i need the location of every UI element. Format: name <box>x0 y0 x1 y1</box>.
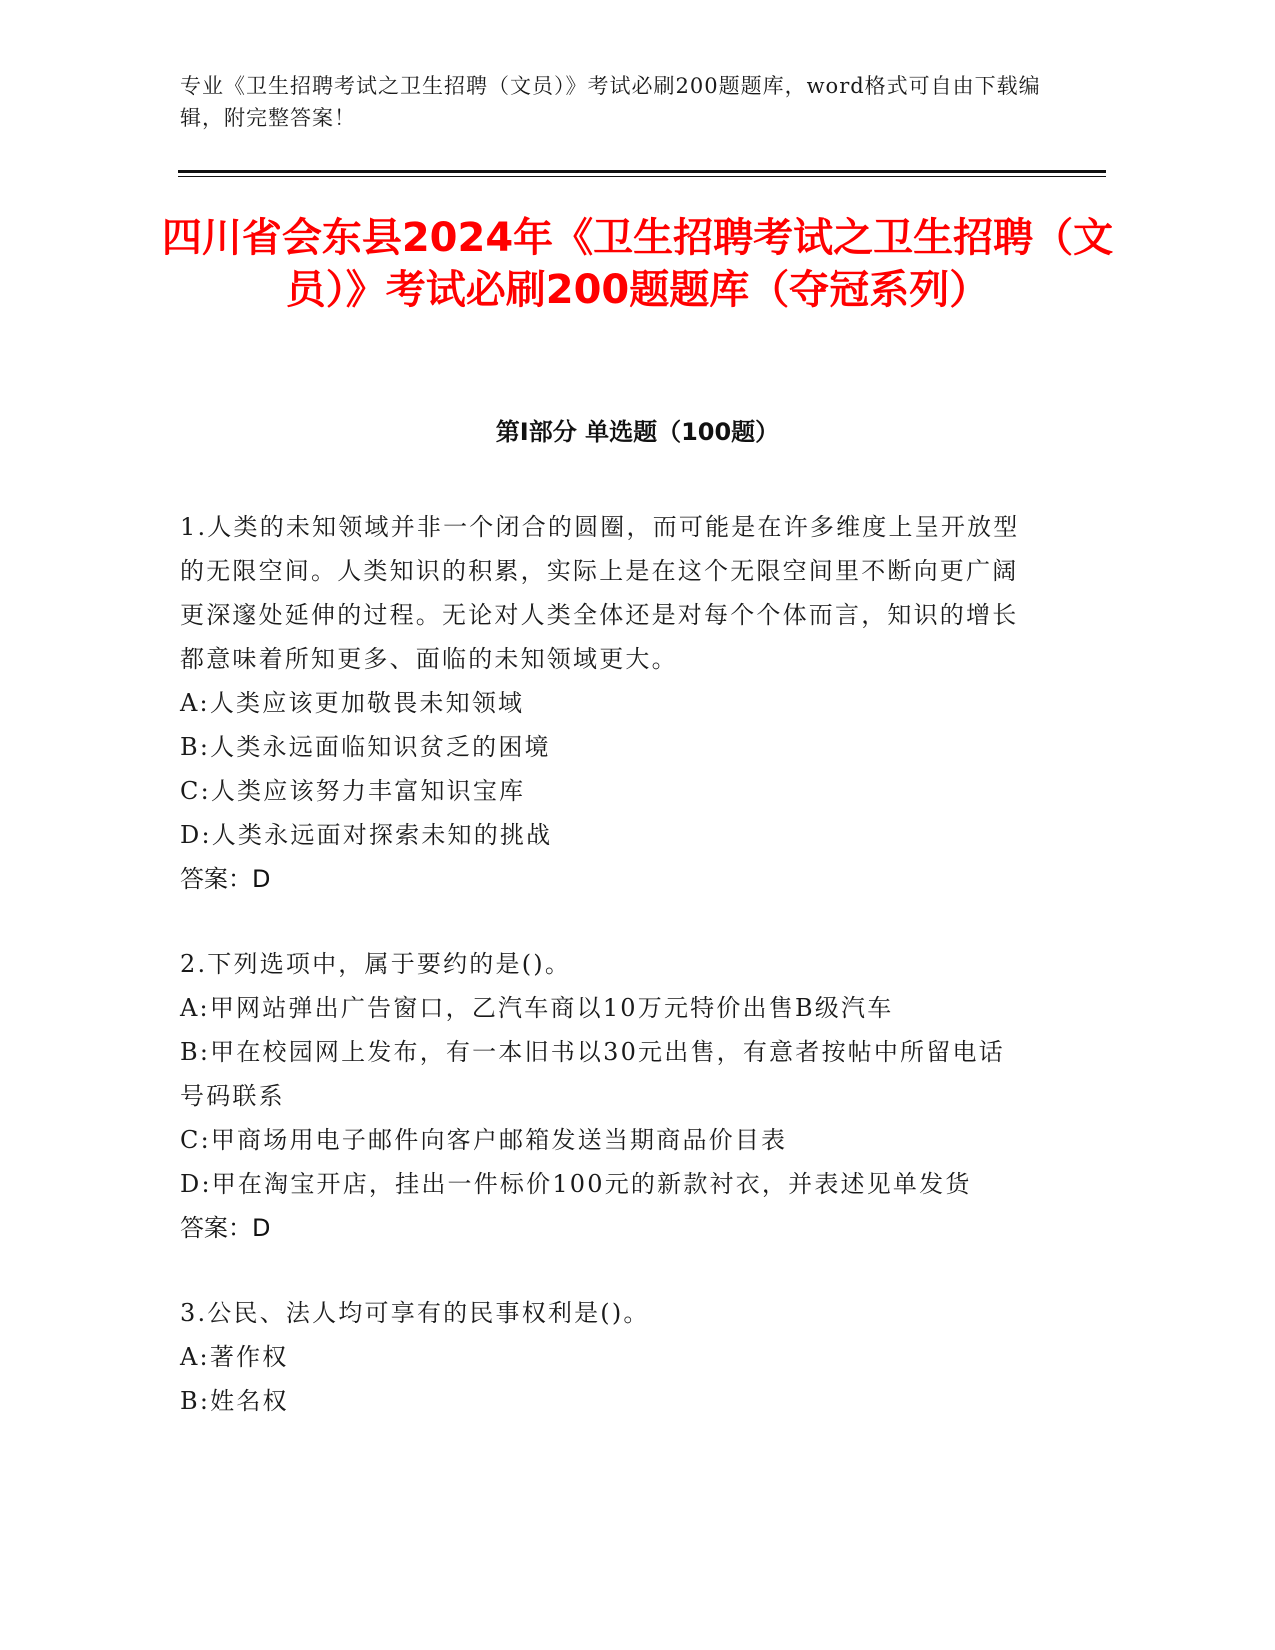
question-2 <box>180 942 1030 1250</box>
question-stem: 2.下列选项中，属于要约的是()。 <box>180 950 572 978</box>
option-c: C:甲商场用电子邮件向客户邮箱发送当期商品价目表 <box>180 1126 788 1154</box>
question-3 <box>180 1291 1030 1423</box>
header-rule-thick <box>178 170 1106 173</box>
document-title: 四川省会东县2024年《卫生招聘考试之卫生招聘（文员）》考试必刷200题题库（夺冠系列） <box>161 215 1114 313</box>
answer: 答案：D <box>180 1214 271 1242</box>
option-b: B:姓名权 <box>180 1387 289 1415</box>
option-b: B:人类永远面临知识贫乏的困境 <box>180 733 551 761</box>
option-d: D:人类永远面对探索未知的挑战 <box>180 821 553 849</box>
option-a: A:人类应该更加敬畏未知领域 <box>180 689 525 717</box>
answer: 答案：D <box>180 865 271 893</box>
question-stem: 1.人类的未知领域并非一个闭合的圆圈，而可能是在许多维度上呈开放型的无限空间。人类知识的积累，实际上是在这个无限空间里不断向更广阔更深邃处延伸的过程。无论对人类全体还是对每个个体而言，知识的增长都意味着所知更多、面临的未知领域更大。 <box>180 513 1020 673</box>
option-a: A:著作权 <box>180 1343 289 1371</box>
question-list <box>180 505 1030 1464</box>
option-b: B:甲在校园网上发布，有一本旧书以30元出售，有意者按帖中所留电话号码联系 <box>180 1038 1005 1110</box>
question-stem: 3.公民、法人均可享有的民事权利是()。 <box>180 1299 650 1327</box>
section-heading: 第I部分 单选题（100题） <box>495 418 780 446</box>
option-d: D:甲在淘宝开店，挂出一件标价100元的新款衬衣，并表述见单发货 <box>180 1170 972 1198</box>
header-rule-thin <box>178 176 1106 177</box>
header-note: 专业《卫生招聘考试之卫生招聘（文员）》考试必刷200题题库，word格式可自由下载编辑，附完整答案！ <box>180 74 1041 130</box>
option-a: A:甲网站弹出广告窗口，乙汽车商以10万元特价出售B级汽车 <box>180 994 894 1022</box>
question-1 <box>180 505 1030 901</box>
option-c: C:人类应该努力丰富知识宝库 <box>180 777 526 805</box>
